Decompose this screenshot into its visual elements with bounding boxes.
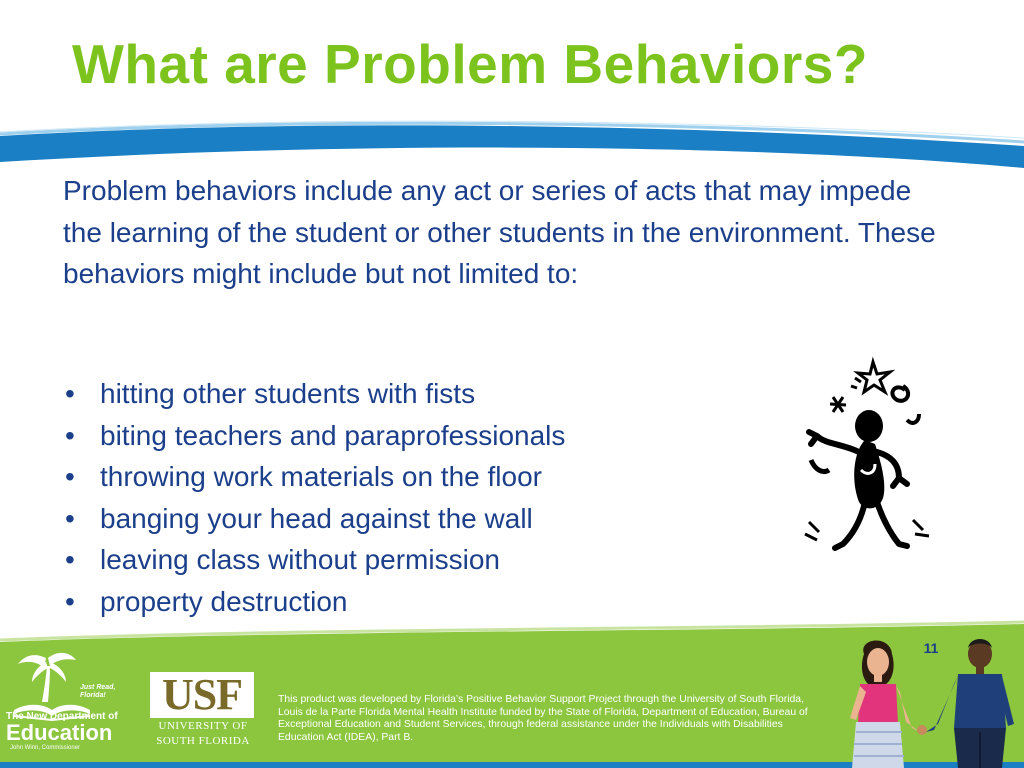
usf-line-2: SOUTH FLORIDA — [156, 735, 250, 747]
list-item: • biting teachers and paraprofessionals — [63, 415, 763, 457]
list-item: • banging your head against the wall — [63, 498, 763, 540]
children-photo-icon — [842, 632, 1024, 768]
doe-slogan: Just Read, Florida! — [80, 684, 116, 699]
disclaimer-text: This product was developed by Florida’s Positive Behavior Support Project through the University of South Florida, Louis de la Parte Florida Mental Health Institute funded by the State of Florida, Department of Education, Bureau of Exceptional Education and Student Services, through federal assistance under the Individuals with Disabilities Education Act (IDEA), Part B. — [278, 694, 808, 743]
angry-figure-icon — [795, 352, 935, 567]
usf-line-1: UNIVERSITY OF — [158, 720, 248, 732]
list-item: • leaving class without permission — [63, 539, 763, 581]
usf-logo: USF — [150, 672, 254, 718]
doe-commissioner: John Winn, Commissioner — [10, 745, 81, 751]
doe-education: Education — [6, 720, 113, 745]
intro-paragraph: Problem behaviors include any act or series of acts that may impede the learning of the student or other students in the environment. These behaviors might include but not limited to: — [63, 175, 936, 289]
list-item: • property destruction — [63, 581, 763, 623]
slide-number: 11 — [923, 640, 939, 656]
list-item: • hitting other students with fists — [63, 373, 763, 415]
doe-department: The New Department of — [6, 711, 118, 722]
slide-title: What are Problem Behaviors? — [72, 33, 868, 95]
behavior-list — [63, 373, 763, 622]
list-item: • throwing work materials on the floor — [63, 456, 763, 498]
title-swoosh — [0, 118, 1024, 170]
